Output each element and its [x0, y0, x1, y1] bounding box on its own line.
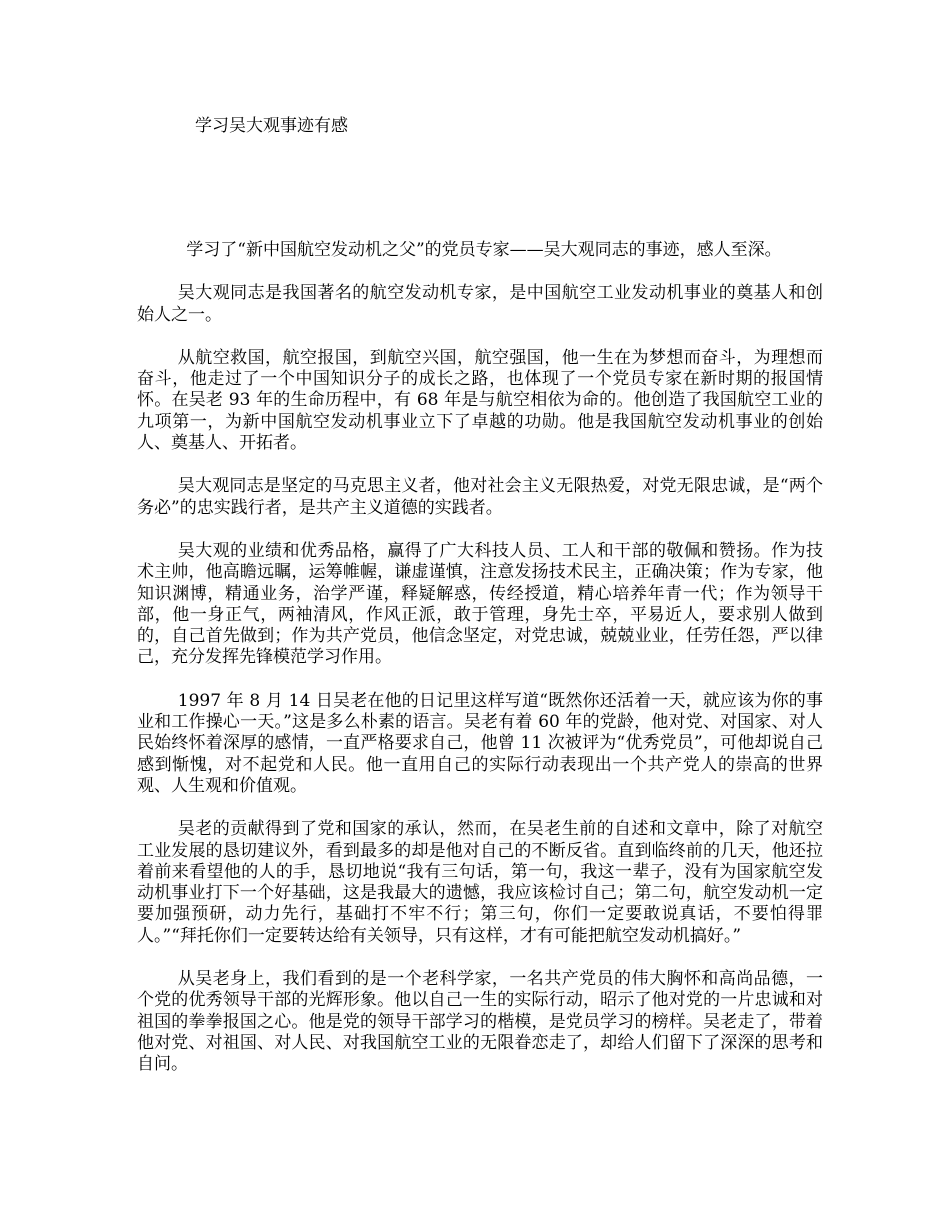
paragraph-7: 吴老的贡献得到了党和国家的承认，然而，在吴老生前的自述和文章中，除了对航空工业发展的恳切建议外，看到最多的却是他对自己的不断反省。直到临终前的几天，他还拉着前来看望他的人的手，恳切地说“我有三句话，第一句，我这一辈子，没有为国家航空发动机事业打下一个好基础，这是我最大的遗憾，我应该检讨自己；第二句，航空发动机一定要加强预研，动力先行，基础打不牢不行；第三句，你们一定要敢说真话，不要怕得罪人。”“拜托你们一定要转达给有关领导，只有这样，才有可能把航空发动机搞好。”	[137, 819, 823, 946]
paragraph-4: 吴大观同志是坚定的马克思主义者，他对社会主义无限热爱，对党无限忠诚，是“两个务必”的忠实践行者，是共产主义道德的实践者。	[137, 476, 823, 518]
paragraph-1: 学习了“新中国航空发动机之父”的党员专家——吴大观同志的事迹，感人至深。	[186, 240, 782, 260]
document-title: 学习吴大观事迹有感	[195, 116, 348, 136]
paragraph-2: 吴大观同志是我国著名的航空发动机专家，是中国航空工业发动机事业的奠基人和创始人之一。	[137, 283, 823, 325]
paragraph-3: 从航空救国，航空报国，到航空兴国，航空强国，他一生在为梦想而奋斗，为理想而奋斗，他走过了一个中国知识分子的成长之路，也体现了一个党员专家在新时期的报国情怀。在吴老 93 年的生命历程中，有 68 年是与航空相依为命的。他创造了我国航空工业的九项第一，为新中国航空发动机事业立下了卓越的功勋。他是我国航空发动机事业的创始人、奠基人、开拓者。	[137, 347, 823, 454]
paragraph-5: 吴大观的业绩和优秀品格，赢得了广大科技人员、工人和干部的敬佩和赞扬。作为技术主帅，他高瞻远瞩，运筹帷幄，谦虚谨慎，注意发扬技术民主，正确决策；作为专家，他知识渊博，精通业务，治学严谨，释疑解惑，传经授道，精心培养年青一代；作为领导干部，他一身正气，两袖清风，作风正派，敢于管理，身先士卒，平易近人，要求别人做到的，自己首先做到；作为共产党员，他信念坚定，对党忠诚，兢兢业业，任劳任怨，严以律己，充分发挥先锋模范学习作用。	[137, 540, 823, 668]
paragraph-6: 1997 年 8 月 14 日吴老在他的日记里这样写道“既然你还活着一天，就应该为你的事业和工作操心一天。”这是多么朴素的语言。吴老有着 60 年的党龄，他对党、对国家、对人民始终怀着深厚的感情，一直严格要求自己，他曾 11 次被评为“优秀党员”，可他却说自己感到惭愧，对不起党和人民。他一直用自己的实际行动表现出一个共产党人的崇高的世界观、人生观和价值观。	[137, 690, 823, 796]
document-body	[137, 240, 823, 1098]
paragraph-8: 从吴老身上，我们看到的是一个老科学家，一名共产党员的伟大胸怀和高尚品德，一个党的优秀领导干部的光辉形象。他以自己一生的实际行动，昭示了他对党的一片忠诚和对祖国的拳拳报国之心。他是党的领导干部学习的楷模，是党员学习的榜样。吴老走了，带着他对党、对祖国、对人民、对我国航空工业的无限眷恋走了，却给人们留下了深深的思考和自问。	[137, 969, 823, 1075]
